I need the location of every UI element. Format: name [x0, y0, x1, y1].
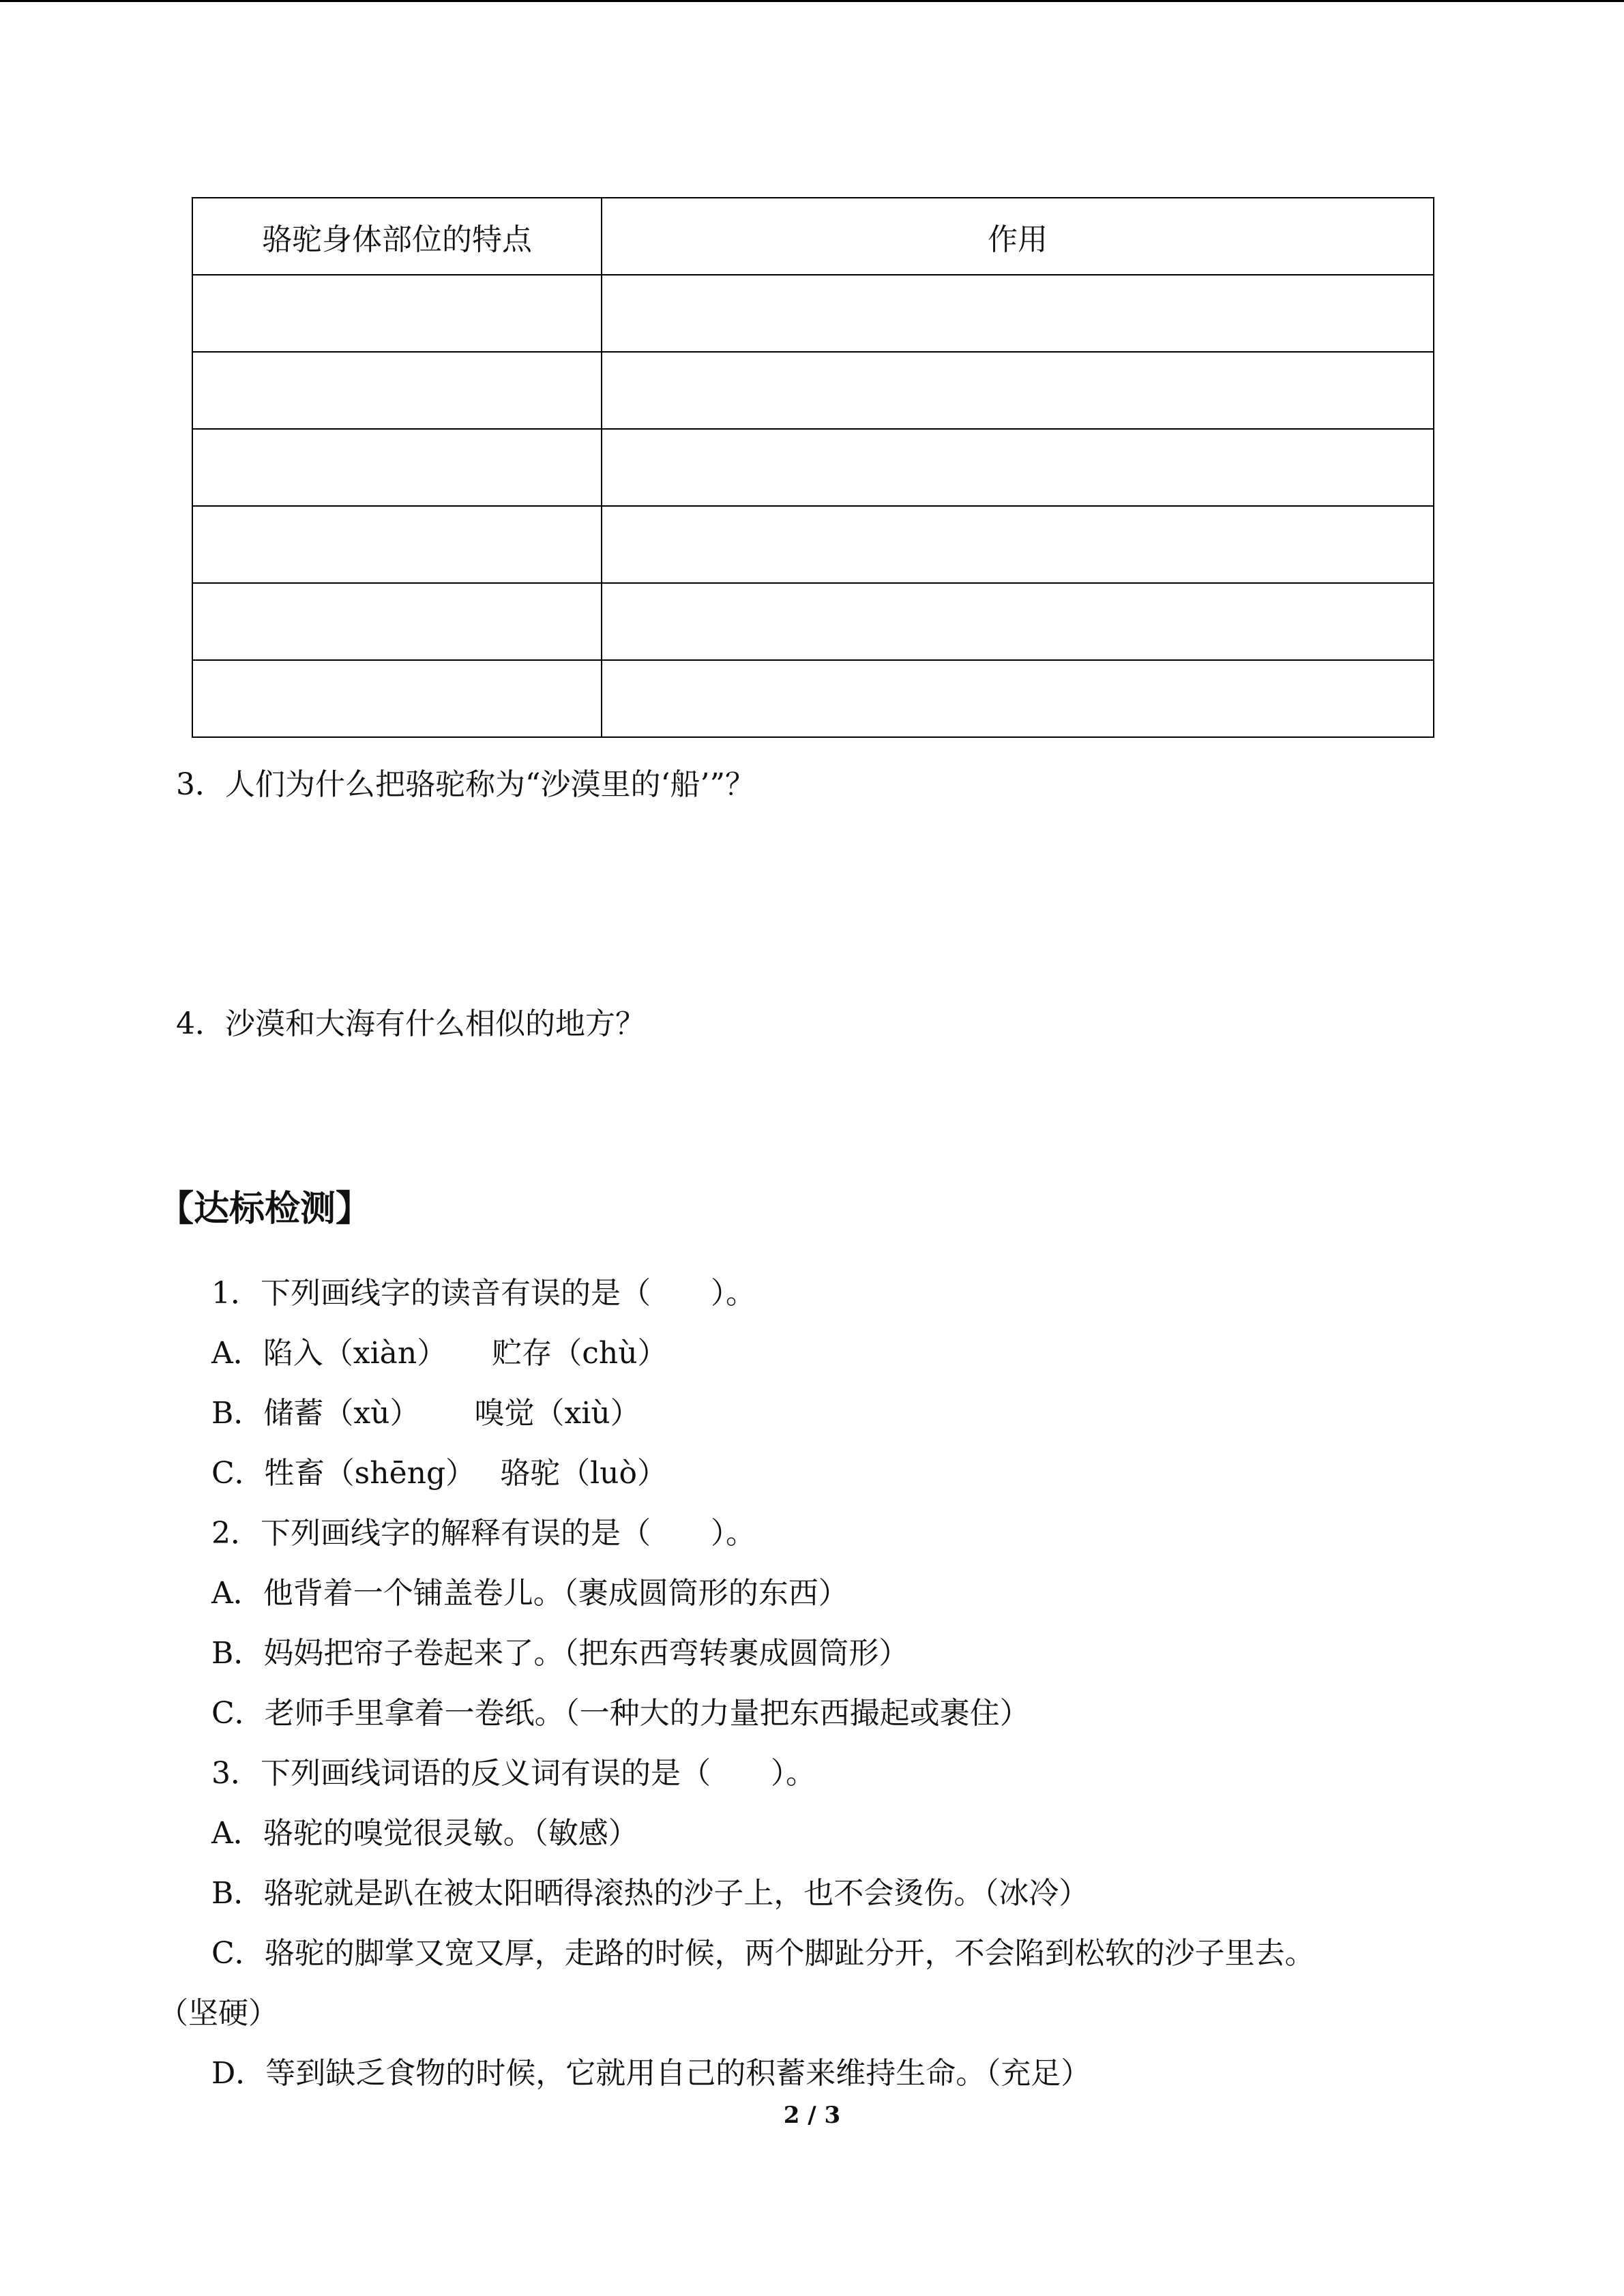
- answer-cell[interactable]: [602, 583, 1434, 660]
- table-row: [192, 429, 1434, 506]
- test-q2: 2．下列画线字的解释有误的是（ ）。: [211, 1516, 756, 1551]
- table-row: [192, 506, 1434, 583]
- table-row: [192, 352, 1434, 429]
- test-q2-option-a: A．他背着一个铺盖卷儿。（裹成圆筒形的东西）: [211, 1576, 848, 1611]
- answer-cell[interactable]: [602, 275, 1434, 352]
- answer-cell[interactable]: [192, 506, 602, 583]
- test-q1-option-a: A．陷入（xiàn） 贮存（chù）: [211, 1336, 668, 1371]
- question-3: 3．人们为什么把骆驼称为“沙漠里的‘船’”？: [176, 767, 755, 802]
- section-title: 【达标检测】: [158, 1189, 372, 1229]
- test-q1: 1．下列画线字的读音有误的是（ ）。: [211, 1276, 756, 1311]
- table-row: [192, 660, 1434, 737]
- table-header-cell: 作用: [602, 198, 1434, 275]
- test-q3-option-d: D．等到缺乏食物的时候，它就用自己的积蓄来维持生命。（充足）: [211, 2056, 1091, 2091]
- test-q1-option-c: C．牲畜（shēng） 骆驼（luò）: [211, 1456, 668, 1491]
- answer-cell[interactable]: [192, 583, 602, 660]
- answer-cell[interactable]: [602, 506, 1434, 583]
- top-border: [0, 0, 1624, 2]
- answer-cell[interactable]: [192, 660, 602, 737]
- test-q3: 3．下列画线词语的反义词有误的是（ ）。: [211, 1756, 816, 1791]
- test-q2-option-b: B．妈妈把帘子卷起来了。（把东西弯转裹成圆筒形）: [211, 1636, 909, 1671]
- table-row: [192, 583, 1434, 660]
- answer-cell[interactable]: [602, 429, 1434, 506]
- answer-cell[interactable]: [602, 660, 1434, 737]
- test-q3-option-a: A．骆驼的嗅觉很灵敏。（敏感）: [211, 1816, 638, 1851]
- table-header-row: [192, 198, 1434, 275]
- answer-cell[interactable]: [192, 352, 602, 429]
- table-row: [192, 275, 1434, 352]
- test-q1-option-b: B．储蓄（xù） 嗅觉（xiù）: [211, 1396, 640, 1431]
- test-q3-option-b: B．骆驼就是趴在被太阳晒得滚热的沙子上，也不会烫伤。（冰冷）: [211, 1876, 1089, 1911]
- test-q3-option-c-continued: （坚硬）: [158, 1996, 278, 2031]
- question-4: 4．沙漠和大海有什么相似的地方？: [176, 1007, 645, 1041]
- page-number: 2 / 3: [783, 2102, 841, 2129]
- test-q3-option-c: C．骆驼的脚掌又宽又厚，走路的时候，两个脚趾分开，不会陷到松软的沙子里去。: [211, 1936, 1315, 1971]
- table-header-cell: 骆驼身体部位的特点: [192, 198, 602, 275]
- answer-cell[interactable]: [602, 352, 1434, 429]
- answer-cell[interactable]: [192, 275, 602, 352]
- camel-features-table: [192, 197, 1434, 738]
- answer-cell[interactable]: [192, 429, 602, 506]
- test-q2-option-c: C．老师手里拿着一卷纸。（一种大的力量把东西撮起或裹住）: [211, 1696, 1030, 1731]
